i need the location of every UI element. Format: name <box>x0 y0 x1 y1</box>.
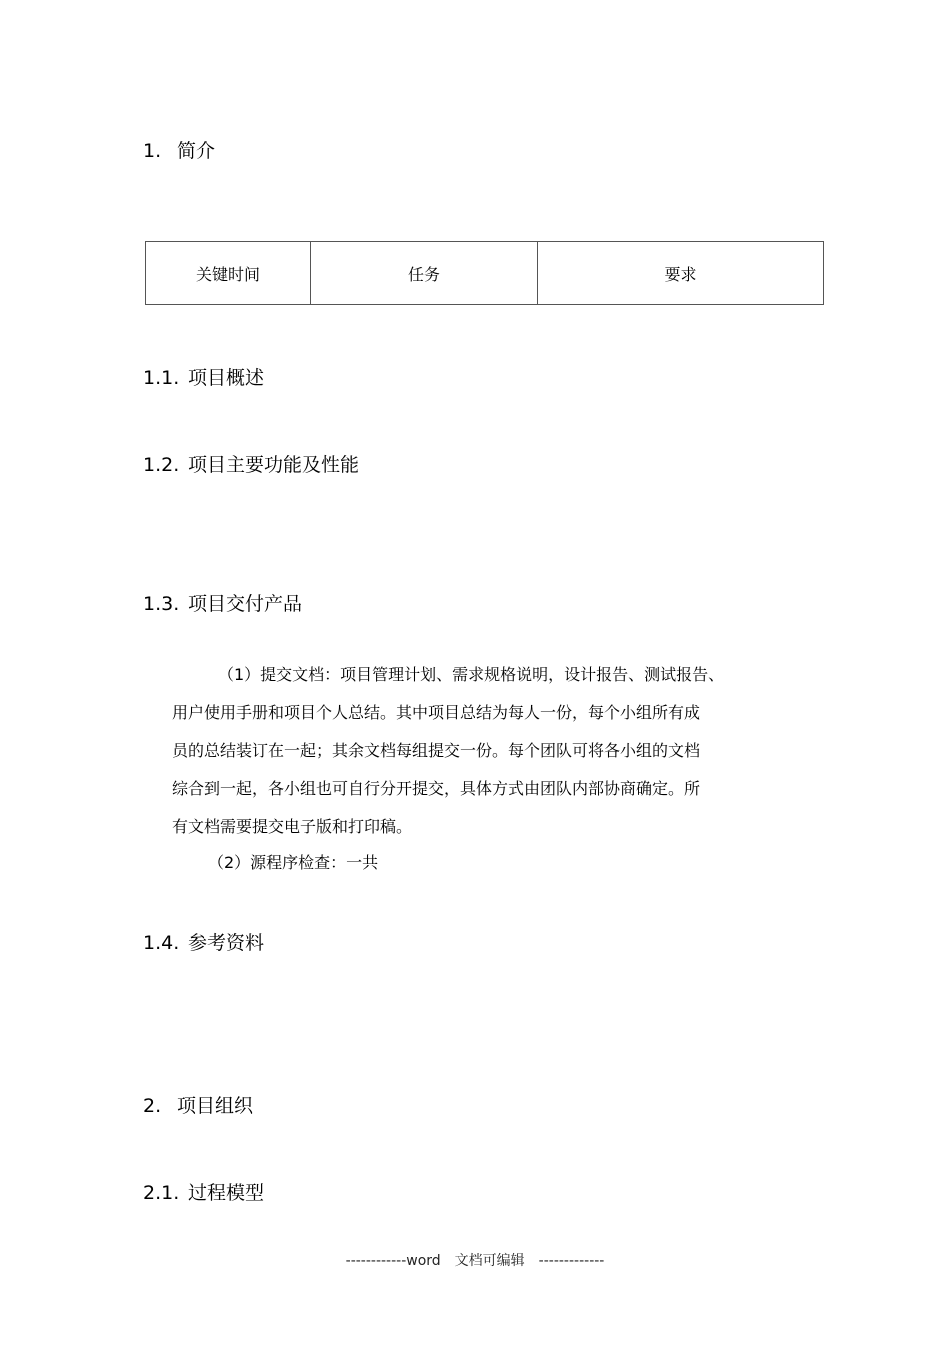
key-time-table <box>145 241 824 305</box>
heading-title: 项目主要功能及性能 <box>188 454 360 476</box>
heading-title: 项目交付产品 <box>188 593 303 615</box>
paragraph-line: 综合到一起，各小组也可自行分开提交，具体方式由团队内部协商确定。所 <box>172 779 701 798</box>
heading-1-1 <box>143 363 264 390</box>
heading-1 <box>143 136 215 163</box>
heading-2 <box>143 1091 253 1118</box>
heading-number: 1.3. <box>143 593 180 615</box>
heading-title: 简介 <box>177 140 216 162</box>
paragraph-line: （1）提交文档：项目管理计划、需求规格说明，设计报告、测试报告、 <box>218 665 725 684</box>
paragraph-line: 用户使用手册和项目个人总结。其中项目总结为每人一份，每个小组所有成 <box>172 703 701 722</box>
page-footer: ------------word 文档可编辑 ------------- <box>345 1253 605 1269</box>
heading-number: 2. <box>143 1095 162 1117</box>
heading-number: 1. <box>143 140 162 162</box>
heading-2-1 <box>143 1178 264 1205</box>
heading-title: 过程模型 <box>188 1182 265 1204</box>
heading-title: 项目概述 <box>188 367 265 389</box>
heading-title: 项目组织 <box>177 1095 254 1117</box>
heading-number: 2.1. <box>143 1182 180 1204</box>
heading-1-3 <box>143 589 302 616</box>
table-header-cell: 要求 <box>538 242 824 305</box>
heading-1-4 <box>143 928 264 955</box>
heading-number: 1.4. <box>143 932 180 954</box>
heading-title: 参考资料 <box>188 932 265 954</box>
heading-1-2 <box>143 450 359 477</box>
table-header-cell: 任务 <box>311 242 538 305</box>
deliverables-paragraph <box>172 656 772 846</box>
source-check-item: （2）源程序检查：一共 <box>208 853 379 872</box>
heading-number: 1.2. <box>143 454 180 476</box>
table-header-row <box>146 242 824 305</box>
paragraph-line: 有文档需要提交电子版和打印稿。 <box>172 817 413 836</box>
heading-number: 1.1. <box>143 367 180 389</box>
table-header-cell: 关键时间 <box>146 242 311 305</box>
paragraph-line: 员的总结装订在一起；其余文档每组提交一份。每个团队可将各小组的文档 <box>172 741 701 760</box>
